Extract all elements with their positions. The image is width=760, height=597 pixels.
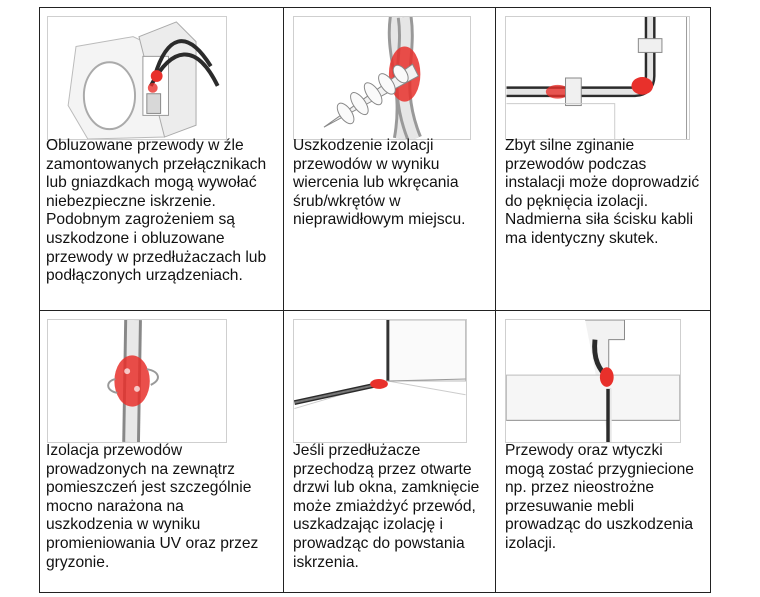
caption-screw-damage: Uszkodzenie izolacji przewodów w wyniku wiercenia lub wkręcania śrub/wkrętów w nieprawidłowym miejscu.	[293, 137, 466, 229]
bent-cable-icon	[506, 17, 689, 139]
table-cell-2	[283, 8, 495, 310]
caption-door-crush: Jeśli przedłużacze przechodzą przez otwarte drzwi lub okna, zamknięcie może zmiażdżyć przewód, uszkadzając izolację i prowadząc do powstania iskrzenia.	[293, 442, 480, 571]
table-cell-3	[495, 8, 712, 310]
door-cable-icon	[294, 320, 466, 442]
illustration-bent-cable	[505, 16, 690, 140]
illustration-screw-damage	[293, 16, 471, 140]
caption-loose-wires: Obluzowane przewody w źle zamontowanych przełącznikach lub gniazdkach mogą wywołać niebezpieczne iskrzenie. Podobnym zagrożeniem są uszkodzone i obluzowane przewody w przedłużaczach lub podłączonych urządzeniach.	[46, 137, 267, 285]
illustration-door-crush	[293, 319, 467, 443]
caption-bent-cable: Zbyt silne zginanie przewodów podczas instalacji może doprowadzić do pęknięcia izolacji. Nadmierna siła ścisku kabli ma identyczny skutek.	[505, 137, 700, 247]
socket-wires-icon	[48, 17, 226, 139]
furniture-cable-icon	[506, 320, 680, 442]
safety-table	[39, 7, 711, 593]
caption-furniture-crush: Przewody oraz wtyczki mogą zostać przygniecione np. przez nieostrożne przesuwanie mebli prowadząc do uszkodzenia izolacji.	[505, 442, 694, 552]
screw-cable-icon	[294, 17, 470, 139]
outdoor-cable-icon	[48, 320, 226, 442]
illustration-furniture-crush	[505, 319, 681, 443]
illustration-outdoor-cable	[47, 319, 227, 443]
table-cell-5	[283, 310, 495, 594]
illustration-loose-wires	[47, 16, 227, 140]
table-cell-6	[495, 310, 712, 594]
table-cell-4	[40, 310, 283, 594]
table-cell-1	[40, 8, 283, 310]
caption-outdoor-cable: Izolacja przewodów prowadzonych na zewnątrz pomieszczeń jest szczególnie mocno narażona na uszkodzenia w wyniku promieniowania UV oraz przez gryzonie.	[46, 442, 259, 571]
